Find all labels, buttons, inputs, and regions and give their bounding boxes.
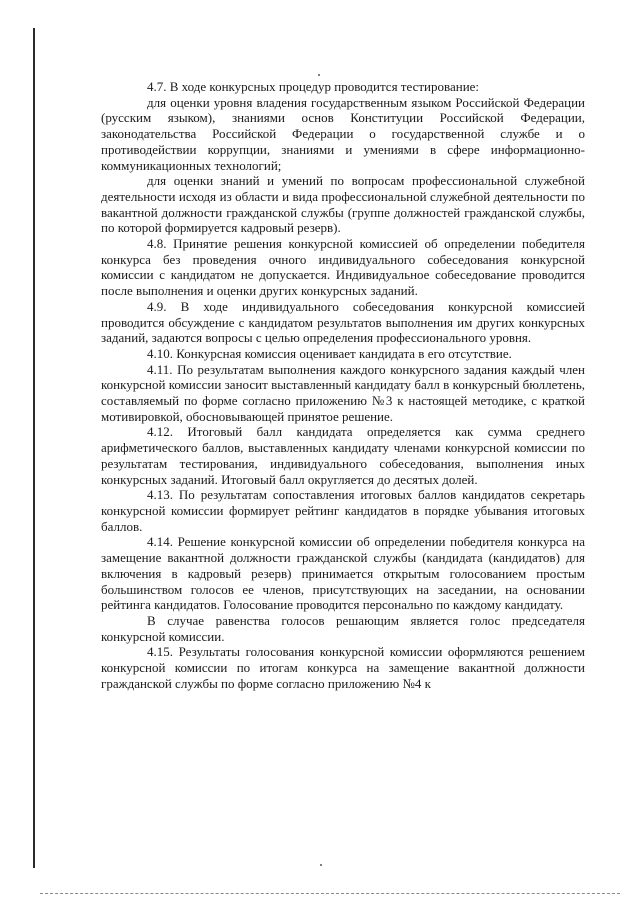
paragraph-4-13: 4.13. По результатам сопоставления итоговых баллов кандидатов секретарь конкурсной комиссии формирует рейтинг кандидатов в порядке убывания итоговых баллов. <box>101 487 585 534</box>
paragraph-4-7-item-2: для оценки знаний и умений по вопросам профессиональной служебной деятельности исходя из области и вида профессиональной служебной деятельности по вакантной должности гражданской службы (группе должностей гражданской службы, по которой формируется кадровый резерв). <box>101 173 585 236</box>
paragraph-4-8: 4.8. Принятие решения конкурсной комиссией об определении победителя конкурса без проведения очного индивидуального собеседования конкурсной комиссии с кандидатом не допускается. Индивидуальное собеседование проводится после выполнения и оценки других конкурсных заданий. <box>101 236 585 299</box>
scan-speck <box>320 864 322 866</box>
document-body <box>101 79 585 691</box>
paragraph-4-7-item-1: для оценки уровня владения государственным языком Российской Федерации (русским языком), знаниями основ Конституции Российской Федерации, законодательства Российской Федерации о государственной службе и о противодействии коррупции, знаниями и умениями в сфере информационно-коммуникационных технологий; <box>101 94 585 173</box>
paragraph-4-14: 4.14. Решение конкурсной комиссии об определении победителя конкурса на замещение вакантной должности гражданской службы (кандидата (кандидатов) для включения в кадровый резерв) принимается открытым голосованием простым большинством голосов ее членов, присутствующих на заседании, на основании рейтинга кандидатов. Голосование проводится персонально по каждому кандидату. <box>101 534 585 613</box>
paragraph-4-15: 4.15. Результаты голосования конкурсной комиссии оформляются решением конкурсной комиссии по итогам конкурса на замещение вакантной должности гражданской службы по форме согласно приложению №4 к <box>101 644 585 691</box>
paragraph-4-7: 4.7. В ходе конкурсных процедур проводится тестирование: <box>147 79 480 94</box>
scan-binding-edge <box>33 28 35 868</box>
paragraph-4-10: 4.10. Конкурсная комиссия оценивает кандидата в его отсутствие. <box>147 345 512 361</box>
paragraph-4-11: 4.11. По результатам выполнения каждого конкурсного задания каждый член конкурсной комиссии заносит выставленный кандидату балл в конкурсный бюллетень, составляемый по форме согласно приложению №3 к настоящей методике, с краткой мотивировкой, обосновывающей принятое решение. <box>101 361 585 424</box>
paragraph-4-9: 4.9. В ходе индивидуального собеседования конкурсной комиссией проводится обсуждение с кандидатом результатов выполнения им других конкурсных заданий, задаются вопросы с целью определения профессионального уровня. <box>101 298 585 346</box>
paragraph-4-14-tie: В случае равенства голосов решающим является голос председателя конкурсной комиссии. <box>101 612 585 644</box>
scan-bottom-edge <box>40 893 620 895</box>
paragraph-4-12: 4.12. Итоговый балл кандидата определяется как сумма среднего арифметического баллов, выставленных кандидату членами конкурсной комиссии по результатам тестирования, индивидуального собеседования, выполнения иных конкурсных заданий. Итоговый балл округляется до десятых долей. <box>101 424 585 487</box>
scan-speck <box>318 74 320 76</box>
